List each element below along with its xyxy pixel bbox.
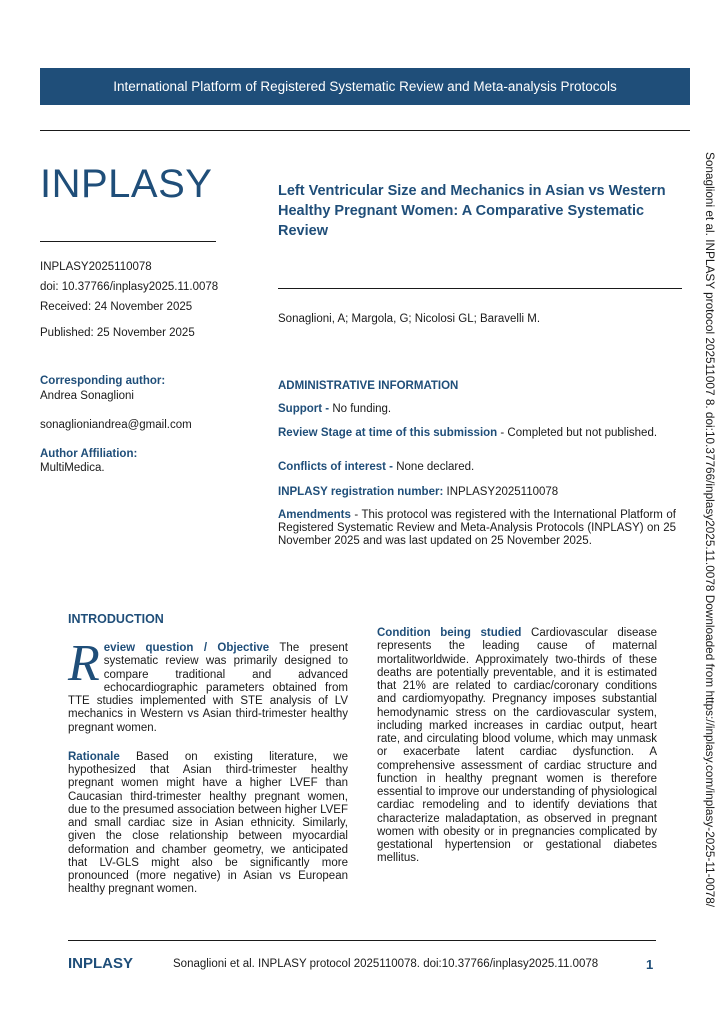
registration-id: INPLASY2025110078 [40, 261, 152, 273]
condition-paragraph [377, 627, 657, 866]
corresponding-label: Corresponding author: [40, 375, 166, 387]
rationale-paragraph [68, 751, 348, 897]
registration-label: INPLASY registration number: [278, 486, 444, 498]
affiliation-label: Author Affiliation: [40, 448, 138, 460]
right-column [377, 627, 657, 866]
review-question-text: The present systematic review was primarily designed to compare traditional and advanced echocardiographic parameters obtained from TTE studies implemented with STE analysis of LV mechanics in Western vs Asian third-trimester healthy pregnant women. [68, 642, 348, 734]
footer-citation: Sonaglioni et al. INPLASY protocol 2025110078. doi:10.37766/inplasy2025.11.0078 [173, 958, 599, 970]
doi-text[interactable]: doi: 10.37766/inplasy2025.11.0078 [40, 281, 219, 293]
sidebar-citation: Sonaglioni et al. INPLASY protocol 202511007 8. doi:10.37766/inplasy2025.11.0078 Downloaded from https://inplasy.com/inplasy-2025-11-0078/ [703, 152, 717, 908]
conflicts-label: Conflicts of interest - [278, 461, 394, 473]
review-question-label: eview question / Objective [103, 642, 270, 654]
rationale-label: Rationale [68, 750, 120, 763]
support-label: Support - [278, 403, 330, 415]
stage-value: - Completed but not published. [500, 427, 658, 439]
review-question-paragraph [68, 635, 348, 735]
published-date: Published: 25 November 2025 [40, 327, 195, 339]
admin-registration [278, 486, 676, 499]
corresponding-email[interactable]: sonaglioniandrea@gmail.com [40, 419, 192, 431]
admin-amendments [278, 509, 676, 548]
admin-stage [278, 427, 676, 440]
amendments-value: - This protocol was registered with the International Platform of Registered Systematic Review and Meta-Analysis Protocols (INPLASY) on 25 November 2025 and was last updated on 25 November 2025. [278, 509, 676, 547]
logo-rule [40, 241, 216, 242]
admin-support [278, 403, 676, 416]
title-rule [278, 288, 682, 289]
support-value: No funding. [332, 403, 392, 415]
condition-text: Cardiovascular disease represents the leading cause of maternal mortalitworldwide. Approximately two-thirds of these deaths are potentially preventable, and it is estimated that 21% are related to cardiac/coronary conditions and cardiomyopathy. Pregnancy imposes substantial hemodynamic stress on the cardiovascular system, including marked increases in cardiac output, heart rate, and circulating blood volume, which may unmask or exacerbate latent cardiac dysfunction. A comprehensive assessment of cardiac structure and function in healthy pregnant women is therefore essential to improve our understanding of physiological cardiac remodeling and to identify deviations that characterize maladaptation, as observed in pregnant women with obesity or in pregnancies complicated by gestational hypertension or gestational diabetes mellitus. [377, 627, 657, 865]
corresponding-name: Andrea Sonaglioni [40, 390, 134, 402]
conflicts-value: None declared. [396, 461, 475, 473]
footer-rule [68, 940, 656, 941]
inplasy-logo: INPLASY [40, 162, 213, 206]
affiliation: MultiMedica. [40, 462, 105, 474]
condition-label: Condition being studied [377, 627, 522, 639]
stage-label: Review Stage at time of this submission [278, 427, 498, 439]
admin-conflicts [278, 461, 676, 474]
rationale-text: Based on existing literature, we hypothesized that Asian third-trimester healthy pregnant women might have a higher LVEF than Caucasian third-trimester healthy pregnant women, due to the presumed association between higher LVEF and small cardiac size in Asian ethnicity. Similarly, given the close relationship between myocardial deformation and chamber geometry, we anticipated that LV-GLS might also be significantly more pronounced (more negative) in Asian vs European healthy pregnant women. [68, 750, 349, 896]
header-rule [40, 130, 690, 131]
admin-heading: ADMINISTRATIVE INFORMATION [278, 380, 459, 392]
paper-title: Left Ventricular Size and Mechanics in Asian vs Western Healthy Pregnant Women: A Comparative Systematic Review [278, 183, 666, 239]
page-number: 1 [646, 957, 654, 972]
left-column [68, 635, 349, 897]
registration-value: INPLASY2025110078 [446, 486, 559, 498]
amendments-label: Amendments [278, 509, 351, 521]
dropcap-letter: R [68, 635, 100, 692]
footer-logo: INPLASY [68, 955, 134, 972]
authors: Sonaglioni, A; Margola, G; Nicolosi GL; Baravelli M. [278, 313, 541, 325]
introduction-heading: INTRODUCTION [68, 612, 164, 626]
received-date: Received: 24 November 2025 [40, 301, 193, 313]
header-banner: International Platform of Registered Systematic Review and Meta-analysis Protocols [40, 68, 690, 105]
